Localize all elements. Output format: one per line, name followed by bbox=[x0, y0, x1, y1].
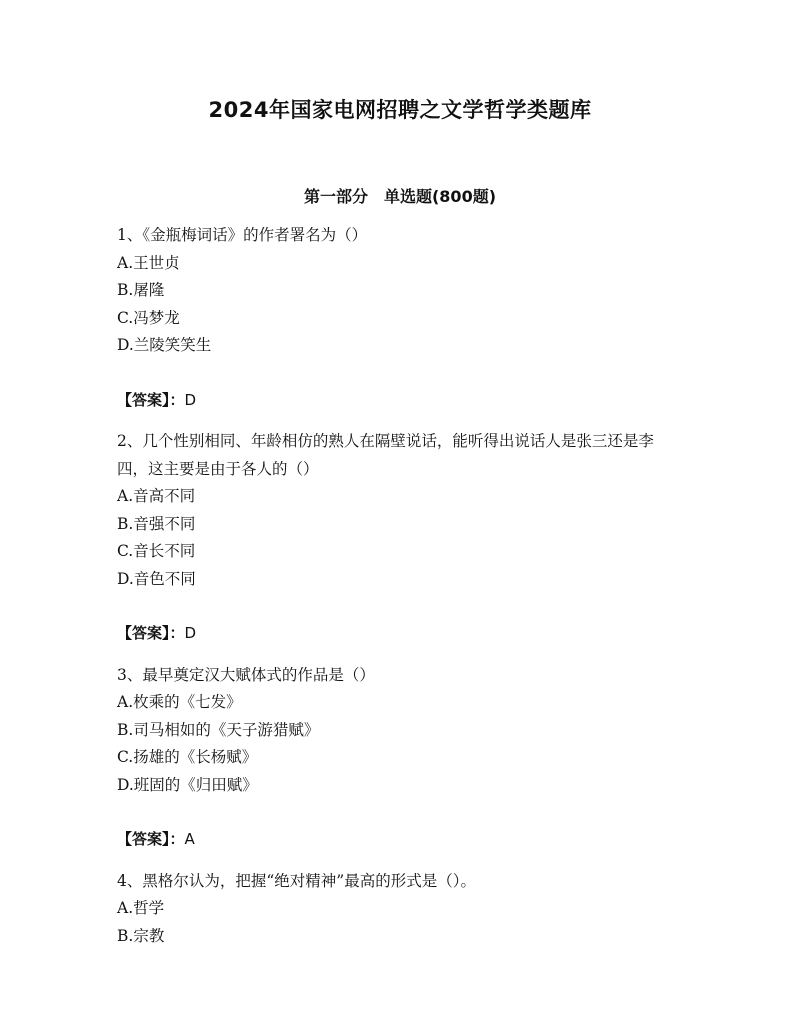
question-stem: 3、最早奠定汉大赋体式的作品是（） bbox=[117, 665, 375, 684]
option-list bbox=[117, 483, 677, 593]
question-2 bbox=[117, 428, 677, 648]
question-stem: 1、《金瓶梅词话》的作者署名为（） bbox=[117, 226, 368, 244]
option-d: D.兰陵笑笑生 bbox=[117, 336, 212, 354]
option-b: B.司马相如的《天子游猎赋》 bbox=[117, 720, 320, 739]
option-list bbox=[117, 895, 677, 950]
option-a: A.枚乘的《七发》 bbox=[117, 693, 242, 711]
option-a: A.音高不同 bbox=[117, 487, 196, 505]
option-d: D.班固的《归田赋》 bbox=[117, 775, 258, 794]
option-c: C.扬雄的《长杨赋》 bbox=[117, 748, 258, 766]
answer-value: D bbox=[184, 624, 197, 642]
option-d: D.音色不同 bbox=[117, 569, 196, 588]
answer-label: 【答案】： bbox=[117, 830, 185, 848]
option-b: B.屠隆 bbox=[117, 281, 165, 299]
question-1 bbox=[117, 222, 677, 414]
answer-label: 【答案】： bbox=[117, 624, 185, 642]
answer-line bbox=[117, 826, 677, 854]
question-3 bbox=[117, 662, 677, 854]
option-c: C.冯梦龙 bbox=[117, 308, 180, 327]
answer-value: A bbox=[184, 830, 195, 848]
option-b: B.宗教 bbox=[117, 926, 165, 945]
answer-label: 【答案】： bbox=[117, 390, 185, 409]
question-4 bbox=[117, 868, 677, 951]
option-list bbox=[117, 689, 677, 799]
option-a: A.哲学 bbox=[117, 899, 165, 917]
answer-line bbox=[117, 387, 677, 415]
option-a: A.王世贞 bbox=[117, 253, 180, 272]
question-list bbox=[117, 222, 677, 950]
answer-value: D bbox=[184, 390, 197, 409]
option-b: B.音强不同 bbox=[117, 514, 196, 533]
document-title: 2024年国家电网招聘之文学哲学类题库 bbox=[208, 98, 592, 122]
option-c: C.音长不同 bbox=[117, 542, 196, 560]
option-list bbox=[117, 250, 677, 360]
answer-line bbox=[117, 620, 677, 648]
section-title: 第一部分 单选题(800题) bbox=[303, 187, 497, 206]
question-stem: 4、黑格尔认为，把握“绝对精神”最高的形式是（）。 bbox=[117, 871, 476, 890]
question-stem: 2、几个性别相同、年龄相仿的熟人在隔壁说话，能听得出说话人是张三还是李四，这主要是由于各人的（） bbox=[117, 432, 654, 478]
